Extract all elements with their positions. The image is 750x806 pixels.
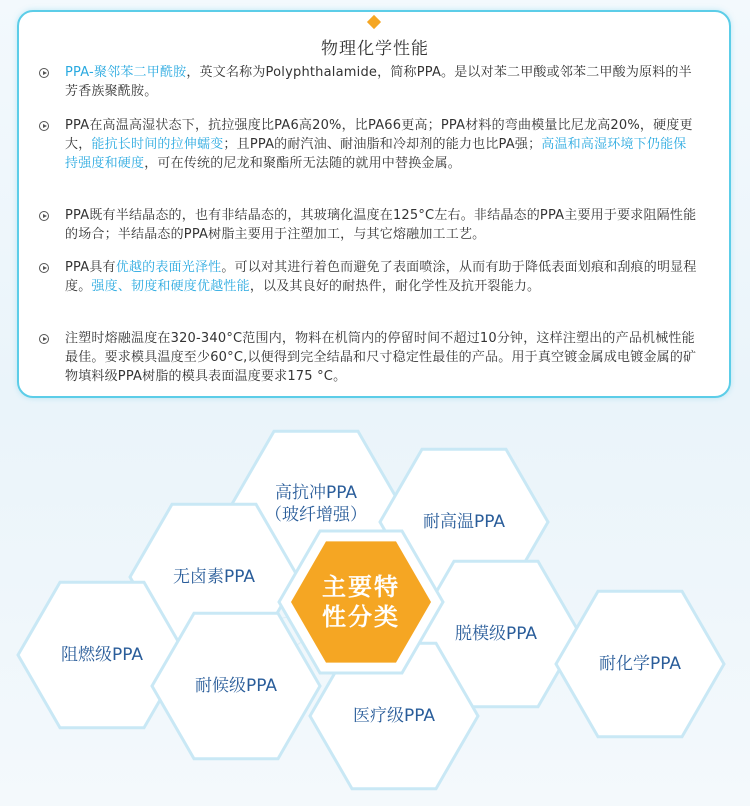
center-label: [281, 572, 441, 632]
body-text: PPA既有半结晶态的，也有非结晶态的，其玻璃化温度在125°C左右。非结晶态的PPA主要用于要求阻隔性能的场合；半结晶态的PPA树脂主要用于注塑加工，与其它熔融加工工艺。: [65, 208, 697, 242]
body-text: PPA具有: [65, 260, 116, 275]
hexagon-label-line: （玻纤增强）: [265, 505, 367, 525]
body-text: 。可以对其进行着色而避免了表面喷涂，从而有助于降低表面划痕和刮痕的明显程度。: [65, 260, 697, 294]
hexagon-label-line: 脱模级PPA: [454, 624, 538, 644]
hexagon-label: [314, 705, 474, 727]
body-text: ，英文名称为Polyphthalamide，简称PPA。是以对苯二甲酸或邻苯二甲酸为原料的半芳香族聚酰胺。: [65, 65, 692, 99]
body-text: ；且PPA的耐汽油、耐油脂和冷却剂的能力也比PA强；: [223, 137, 542, 152]
hexagon-label-line: 无卤素PPA: [172, 567, 256, 587]
hexagon-label-line: 耐高温PPA: [422, 512, 506, 532]
hexagon-label: [22, 644, 182, 666]
body-text: 注塑时熔融温度在320-340°C范围内，物料在机筒内的停留时间不超过10分钟，这样注塑出的产品机械性能最佳。要求模具温度至少60°C,以便得到完全结晶和尺寸稳定性最佳的产品。用于真空镀金属成电镀金属的矿物填料级PPA树脂的模具表面温度要求175 °C。: [65, 331, 697, 384]
body-text: ，可在传统的尼龙和聚酯所无法随的就用中替换金属。: [144, 156, 462, 171]
hexagon-label: [560, 653, 720, 675]
hexagon-label-line: 阻燃级PPA: [60, 645, 144, 665]
hexagon-label-line: 耐候级PPA: [194, 676, 278, 696]
center-label-line: 主要特: [322, 573, 400, 601]
highlight-text: 强度、韧度和硬度优越性能: [91, 279, 250, 294]
highlight-text: 能抗长时间的拉伸蠕变: [91, 137, 224, 152]
hexagon-label-line: 耐化学PPA: [598, 654, 682, 674]
hexagon-label: [384, 511, 544, 533]
highlight-text: 高温和高湿环境下仍能保持强度和硬度: [65, 137, 687, 171]
section-title: 物理化学性能: [321, 39, 429, 59]
hexagon-label: [134, 566, 294, 588]
center-label-line: 性分类: [322, 603, 400, 631]
body-text: PPA在高温高湿状态下，抗拉强度比PA6高20%，比PA66更高；PPA材料的弯曲模量比尼龙高20%，硬度更大，: [65, 118, 693, 152]
highlight-text: 优越的表面光泽性: [115, 260, 222, 275]
hexagon-label-line: 高抗冲PPA: [274, 483, 358, 503]
hexagon-label: [156, 675, 316, 697]
highlight-text: PPA-聚邻苯二甲酰胺: [65, 65, 187, 80]
hexagon-label-line: 医疗级PPA: [352, 706, 436, 726]
body-text: ，以及其良好的耐热件，耐化学性及抗开裂能力。: [249, 279, 541, 294]
hexagon-label: [236, 482, 396, 526]
